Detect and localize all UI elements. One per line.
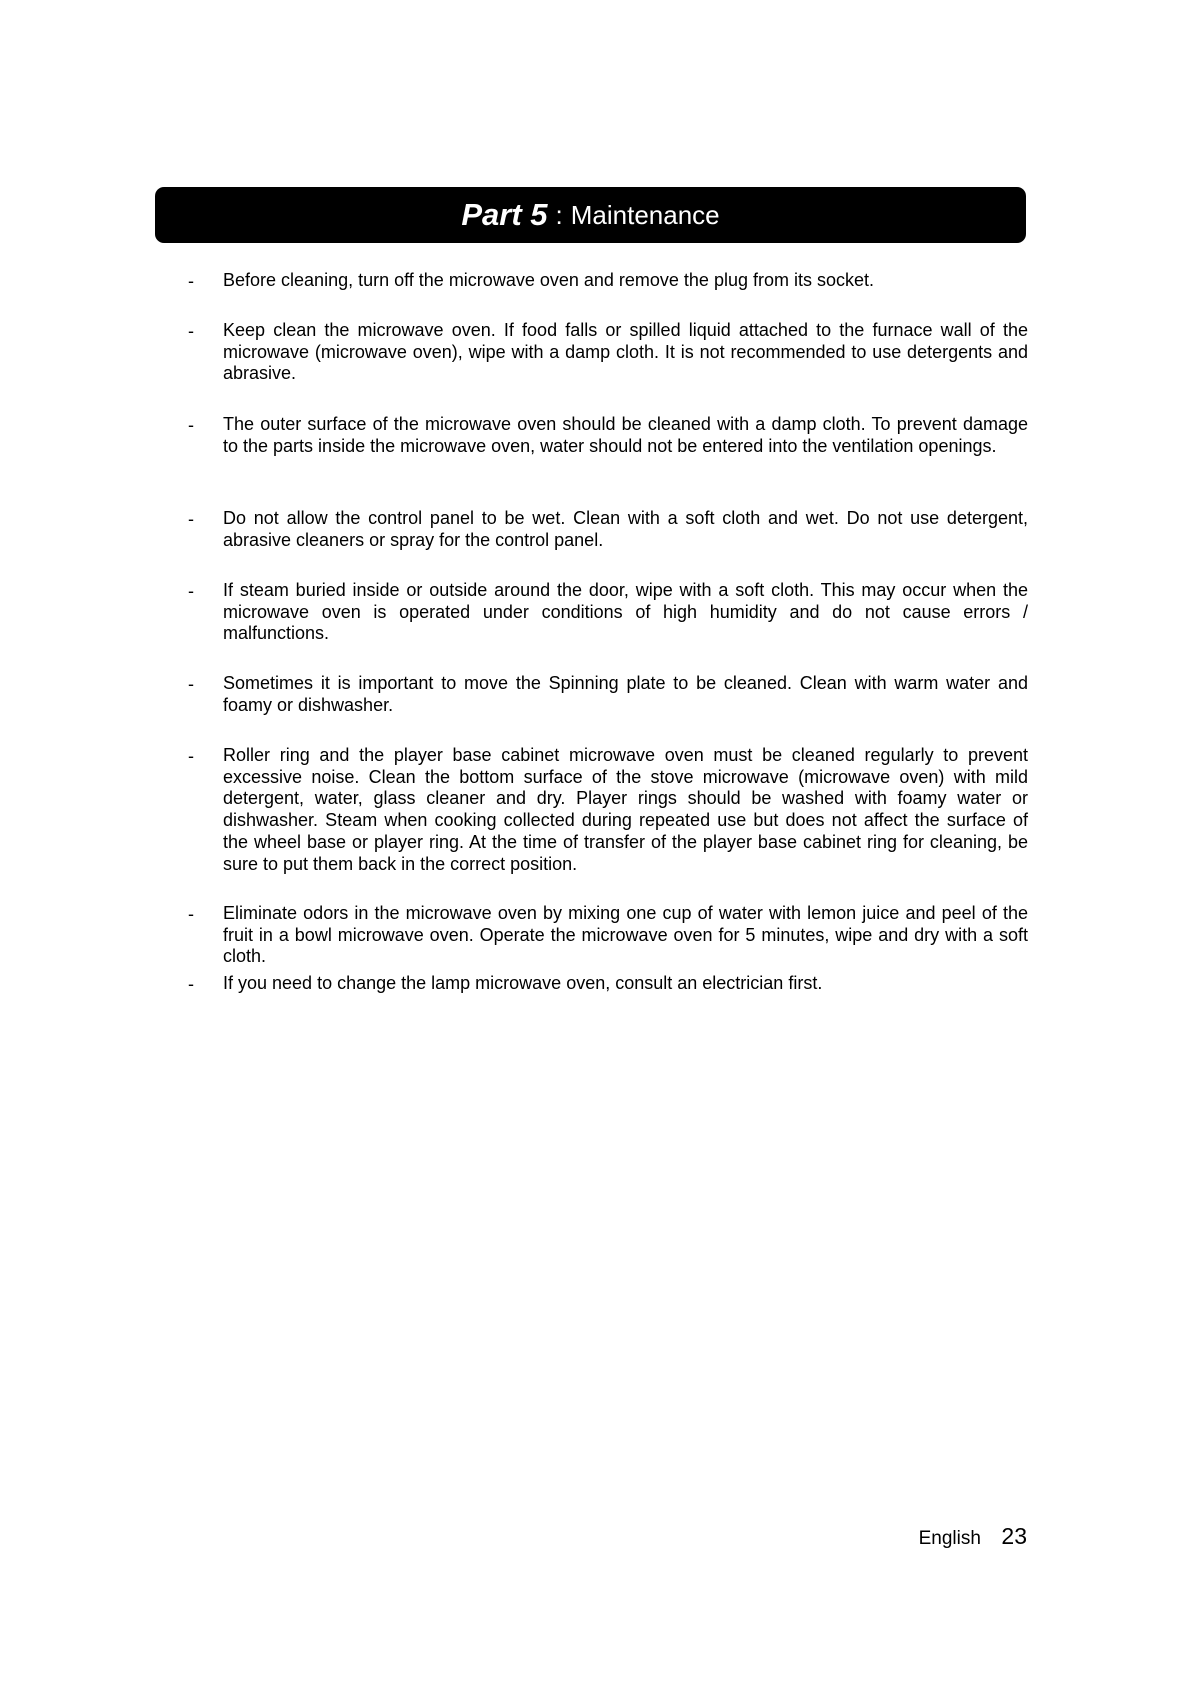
- list-item-text: Before cleaning, turn off the microwave oven and remove the plug from its socket.: [223, 270, 875, 290]
- bullet-dash: -: [188, 509, 194, 529]
- part-label: Part 5: [461, 197, 548, 232]
- bullet-dash: -: [188, 904, 194, 924]
- list-item-text: Sometimes it is important to move the Spinning plate to be cleaned. Clean with warm water and foamy or dishwasher.: [223, 673, 1028, 715]
- title-separator: :: [555, 199, 563, 230]
- list-item-text: Do not allow the control panel to be wet. Clean with a soft cloth and wet. Do not use detergent, abrasive cleaners or spray for the control panel.: [223, 508, 1028, 550]
- page-number: 23: [1001, 1523, 1027, 1549]
- list-item-text: Eliminate odors in the microwave oven by mixing one cup of water with lemon juice and peel of the fruit in a bowl microwave oven. Operate the microwave oven for 5 minutes, wipe and dry with a soft cloth.: [223, 903, 1028, 967]
- list-item-text: If you need to change the lamp microwave oven, consult an electrician first.: [223, 973, 823, 993]
- bullet-dash: -: [188, 674, 194, 694]
- bullet-dash: -: [188, 271, 194, 291]
- bullet-dash: -: [188, 321, 194, 341]
- footer-language: English: [918, 1528, 981, 1549]
- list-item-text: Keep clean the microwave oven. If food falls or spilled liquid attached to the furnace wall of the microwave (microwave oven), wipe with a damp cloth. It is not recommended to use detergents and abrasive.: [223, 320, 1028, 384]
- bullet-dash: -: [188, 974, 194, 994]
- section-title: Maintenance: [570, 199, 720, 230]
- list-item-text: The outer surface of the microwave oven should be cleaned with a damp cloth. To prevent damage to the parts inside the microwave oven, water should not be entered into the ventilation openings.: [223, 414, 1028, 456]
- bullet-dash: -: [188, 581, 194, 601]
- list-item-text: Roller ring and the player base cabinet microwave oven must be cleaned regularly to prevent excessive noise. Clean the bottom surface of the stove microwave (microwave oven) with mild detergent, water, glass cleaner and dry. Player rings should be washed with foamy water or dishwasher. Steam when cooking collected during repeated use but does not affect the surface of the wheel base or player ring. At the time of transfer of the player base cabinet ring for cleaning, be sure to put them back in the correct position.: [223, 745, 1028, 874]
- list-item-text: If steam buried inside or outside around the door, wipe with a soft cloth. This may occur when the microwave oven is operated under conditions of high humidity and do not cause errors / malfunctions.: [223, 580, 1028, 644]
- bullet-dash: -: [188, 415, 194, 435]
- page-footer: [919, 1523, 1027, 1550]
- bullet-dash: -: [188, 746, 194, 766]
